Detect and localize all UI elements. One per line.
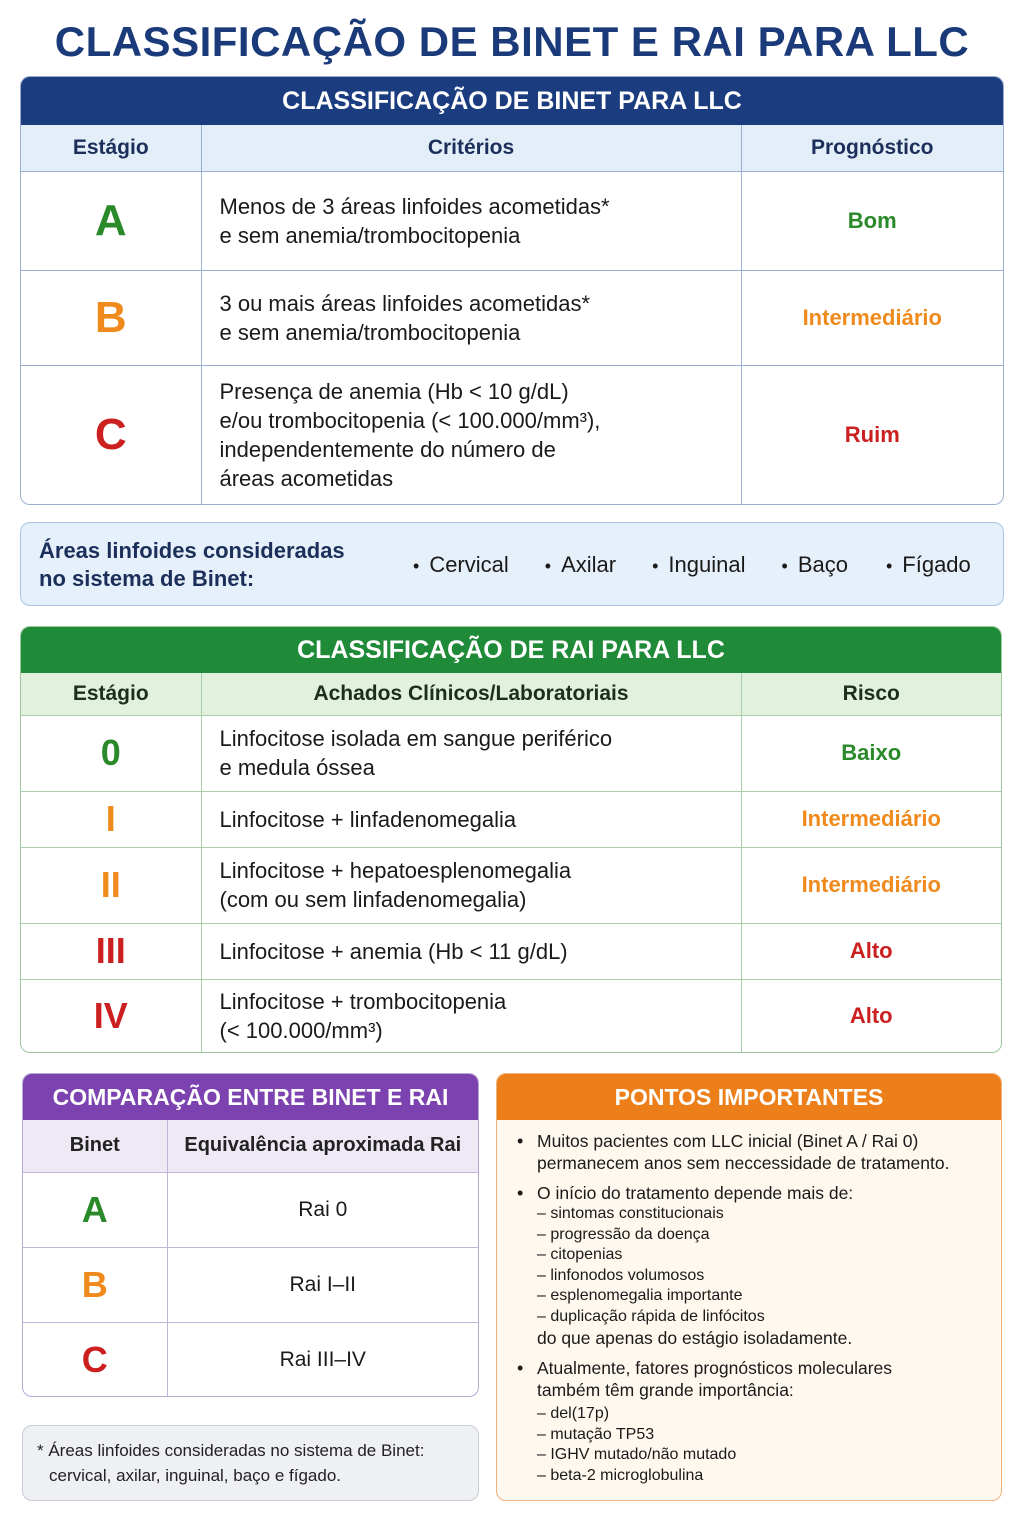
table-row: [21, 847, 1001, 923]
findings-text: Linfocitose + linfadenomegalia: [201, 791, 741, 847]
table-row: [21, 365, 1003, 504]
col-header-binet: Binet: [23, 1120, 167, 1172]
area-item: • Cervical: [413, 552, 509, 578]
sub-item: – duplicação rápida de linfócitos: [537, 1308, 765, 1325]
binet-stage: A: [23, 1172, 167, 1247]
criteria-text: 3 ou mais áreas linfoides acometidas* e sem anemia/trombocitopenia: [201, 270, 741, 365]
col-header-stage: Estágio: [21, 125, 201, 171]
stage-label: B: [21, 270, 201, 365]
risk-value: Alto: [741, 979, 1001, 1052]
rai-table: [21, 673, 1001, 1052]
criteria-text: Presença de anemia (Hb < 10 g/dL) e/ou trombocitopenia (< 100.000/mm³), independentemente do número de áreas acometidas: [201, 365, 741, 504]
col-header-stage: Estágio: [21, 673, 201, 715]
stage-label: I: [21, 791, 201, 847]
prognosis-value: Bom: [741, 171, 1003, 270]
sub-item: – progressão da doença: [537, 1226, 710, 1243]
findings-text: Linfocitose isolada em sangue periférico e medula óssea: [201, 715, 741, 791]
footnote: [22, 1425, 479, 1501]
stage-label: III: [21, 923, 201, 979]
sub-item: – sintomas constitucionais: [537, 1205, 724, 1222]
comparison-table: [23, 1120, 478, 1397]
rai-equivalent: Rai 0: [167, 1172, 478, 1247]
findings-text: Linfocitose + hepatoesplenomegalia (com ou sem linfadenomegalia): [201, 847, 741, 923]
col-header-criteria: Critérios: [201, 125, 741, 171]
table-row: [23, 1247, 478, 1322]
point-item: • Muitos pacientes com LLC inicial (Binet A / Rai 0) permanecem anos sem neccessidade de tratamento.: [515, 1130, 983, 1174]
area-item: • Inguinal: [652, 552, 745, 578]
areas-label: Áreas linfoides consideradas no sistema de Binet:: [39, 538, 345, 591]
areas-list: [413, 523, 971, 607]
prognosis-value: Intermediário: [741, 270, 1003, 365]
table-row: [21, 791, 1001, 847]
risk-value: Intermediário: [741, 847, 1001, 923]
stage-label: A: [21, 171, 201, 270]
risk-value: Intermediário: [741, 791, 1001, 847]
table-row: [21, 715, 1001, 791]
col-header-risk: Risco: [741, 673, 1001, 715]
rai-equivalent: Rai I–II: [167, 1247, 478, 1322]
table-row: [21, 923, 1001, 979]
binet-stage: C: [23, 1322, 167, 1397]
col-header-prognosis: Prognóstico: [741, 125, 1003, 171]
important-points-header: PONTOS IMPORTANTES: [497, 1074, 1001, 1120]
binet-table: [21, 125, 1003, 504]
footnote-line: cervical, axilar, inguinal, baço e fígado.: [49, 1466, 342, 1485]
stage-label: IV: [21, 979, 201, 1052]
area-item: • Baço: [782, 552, 848, 578]
sub-item: – linfonodos volumosos: [537, 1267, 704, 1284]
sub-item: – IGHV mutado/não mutado: [537, 1446, 736, 1463]
table-row: [21, 171, 1003, 270]
sub-item: – mutação TP53: [537, 1426, 654, 1443]
point-item: • O início do tratamento depende mais de: – sintomas constitucionais – progressão da doença – citopenias – linfonodos volumosos – esplenomegalia importante – duplicação rápida de linfócitos do que apenas do estágio isoladamente.: [515, 1182, 983, 1349]
sub-item: – esplenomegalia importante: [537, 1287, 742, 1304]
binet-stage: B: [23, 1247, 167, 1322]
col-header-rai-equivalence: Equivalência aproximada Rai: [167, 1120, 478, 1172]
prognosis-value: Ruim: [741, 365, 1003, 504]
table-row: [21, 979, 1001, 1052]
comparison-header: COMPARAÇÃO ENTRE BINET E RAI: [23, 1074, 478, 1120]
comparison-panel: [22, 1073, 479, 1397]
stage-label: II: [21, 847, 201, 923]
rai-panel: [20, 626, 1002, 1053]
sub-item: – beta-2 microglobulina: [537, 1467, 703, 1484]
stage-label: C: [21, 365, 201, 504]
risk-value: Baixo: [741, 715, 1001, 791]
area-item: • Fígado: [886, 552, 971, 578]
findings-text: Linfocitose + anemia (Hb < 11 g/dL): [201, 923, 741, 979]
rai-equivalent: Rai III–IV: [167, 1322, 478, 1397]
table-row: [23, 1322, 478, 1397]
findings-text: Linfocitose + trombocitopenia (< 100.000/mm³): [201, 979, 741, 1052]
important-points-panel: [496, 1073, 1002, 1501]
sub-item: – del(17p): [537, 1405, 609, 1422]
point-item: • Atualmente, fatores prognósticos moleculares também têm grande importância: – del(17p) – mutação TP53 – IGHV mutado/não mutado – beta-2 microglobulina: [515, 1357, 983, 1486]
binet-header: CLASSIFICAÇÃO DE BINET PARA LLC: [21, 77, 1003, 125]
col-header-findings: Achados Clínicos/Laboratoriais: [201, 673, 741, 715]
sub-item: – citopenias: [537, 1246, 622, 1263]
lymphoid-areas-box: [20, 522, 1004, 606]
page-title: CLASSIFICAÇÃO DE BINET E RAI PARA LLC: [54, 18, 970, 65]
stage-label: 0: [21, 715, 201, 791]
criteria-text: Menos de 3 áreas linfoides acometidas* e sem anemia/trombocitopenia: [201, 171, 741, 270]
rai-header: CLASSIFICAÇÃO DE RAI PARA LLC: [21, 627, 1001, 673]
risk-value: Alto: [741, 923, 1001, 979]
area-item: • Axilar: [545, 552, 616, 578]
footnote-line: * Áreas linfoides consideradas no sistema de Binet:: [37, 1441, 425, 1460]
table-row: [23, 1172, 478, 1247]
table-row: [21, 270, 1003, 365]
binet-panel: [20, 76, 1004, 505]
